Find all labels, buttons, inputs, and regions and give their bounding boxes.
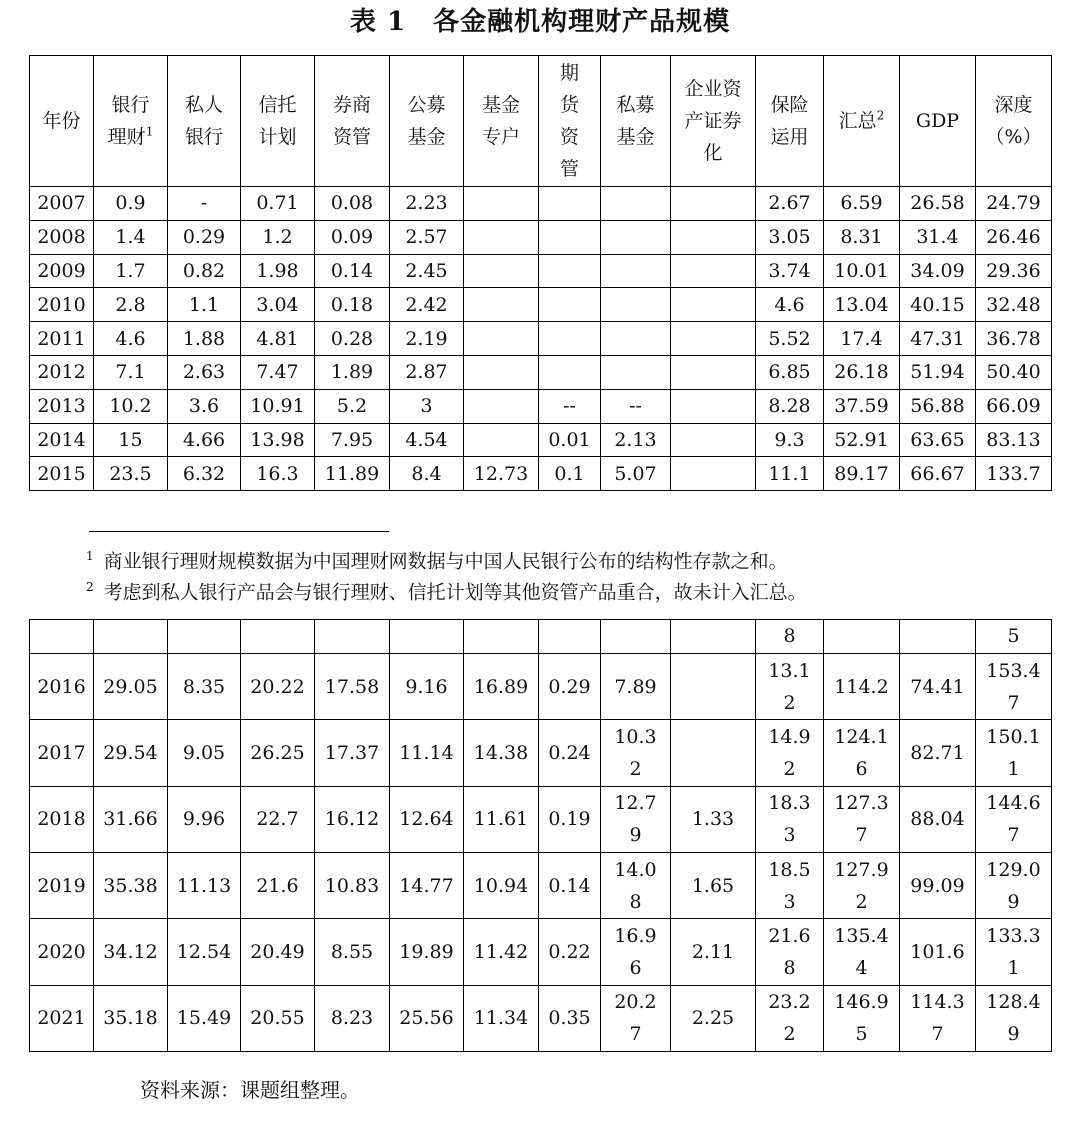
- table-cell: 99.09: [900, 853, 976, 919]
- table-cell: 11.89: [315, 457, 390, 491]
- table-cell: 26.18: [824, 355, 900, 389]
- table-cell: [464, 620, 539, 654]
- table-cell: 12.7 9: [601, 786, 671, 852]
- table-cell: [464, 220, 539, 254]
- table-cell: 15.49: [168, 985, 241, 1051]
- table-cell: 0.08: [315, 187, 390, 221]
- table-row: [30, 919, 1052, 985]
- table-cell: 66.09: [976, 389, 1052, 423]
- table-cell: 4.66: [168, 423, 241, 457]
- table-cell: 1.1: [168, 288, 241, 322]
- table-cell: [671, 322, 756, 356]
- table-cell: 4.6: [94, 322, 168, 356]
- footnote-text: 考虑到私人银行产品会与银行理财、信托计划等其他资管产品重合，故未计入汇总。: [103, 581, 807, 604]
- table-cell: 11.1: [756, 457, 824, 491]
- footnote-ref: 2: [876, 108, 885, 123]
- table-header-row: [30, 56, 1052, 187]
- table-cell: 14.77: [390, 853, 464, 919]
- table-cell: 124.1 6: [824, 720, 900, 786]
- table-cell: 20.55: [241, 985, 315, 1051]
- table-cell: 101.6: [900, 919, 976, 985]
- column-header-label: 券商 资管: [332, 94, 371, 148]
- table-cell: [539, 220, 601, 254]
- column-header: [30, 56, 94, 187]
- table-cell: 23.5: [94, 457, 168, 491]
- table-cell: 14.9 2: [756, 720, 824, 786]
- table-row: [30, 288, 1052, 322]
- table-cell: 2.42: [390, 288, 464, 322]
- column-header: [539, 56, 601, 187]
- table-cell: 4.81: [241, 322, 315, 356]
- column-header: [824, 56, 900, 187]
- table-cell: 32.48: [976, 288, 1052, 322]
- table-cell: 21.6 8: [756, 919, 824, 985]
- column-header-label: 私人 银行: [184, 94, 223, 148]
- table-cell: 10.3 2: [601, 720, 671, 786]
- table-cell: [464, 288, 539, 322]
- year-cell: 2013: [30, 389, 94, 423]
- table-cell: 13.04: [824, 288, 900, 322]
- table-cell: 2.11: [671, 919, 756, 985]
- table-cell: [539, 620, 601, 654]
- table-cell: 0.24: [539, 720, 601, 786]
- table-cell: 8.4: [390, 457, 464, 491]
- year-cell: 2011: [30, 322, 94, 356]
- table-cell: 74.41: [900, 654, 976, 720]
- table-cell: 2.63: [168, 355, 241, 389]
- table-cell: 1.33: [671, 786, 756, 852]
- table-cell: [30, 620, 94, 654]
- table-cell: 2.45: [390, 254, 464, 288]
- column-header-label: 私募 基金: [616, 94, 655, 148]
- table-cell: [539, 254, 601, 288]
- year-cell: 2009: [30, 254, 94, 288]
- table-cell: 5.2: [315, 389, 390, 423]
- table-cell: 135.4 4: [824, 919, 900, 985]
- table-cell: 0.09: [315, 220, 390, 254]
- table-cell: --: [601, 389, 671, 423]
- table-cell: 23.2 2: [756, 985, 824, 1051]
- table-cell: 10.94: [464, 853, 539, 919]
- table-cell: 7.1: [94, 355, 168, 389]
- table-cell: 20.49: [241, 919, 315, 985]
- table-cell: 0.35: [539, 985, 601, 1051]
- table-cell: 20.22: [241, 654, 315, 720]
- table-cell: 37.59: [824, 389, 900, 423]
- year-cell: 2017: [30, 720, 94, 786]
- table-cell: 10.83: [315, 853, 390, 919]
- table-cell: 7.47: [241, 355, 315, 389]
- table-cell: 127.3 7: [824, 786, 900, 852]
- table-cell: 114.2: [824, 654, 900, 720]
- table-cell: 9.05: [168, 720, 241, 786]
- table-cell: 35.38: [94, 853, 168, 919]
- table-cell: 29.36: [976, 254, 1052, 288]
- table-cell: 3: [390, 389, 464, 423]
- table-cell: [671, 187, 756, 221]
- column-header: [94, 56, 168, 187]
- table-cell: [601, 254, 671, 288]
- table-cell: 16.9 6: [601, 919, 671, 985]
- table-cell: 144.6 7: [976, 786, 1052, 852]
- table-row-continued: [30, 620, 1052, 654]
- table-cell: 24.79: [976, 187, 1052, 221]
- table-cell: 127.9 2: [824, 853, 900, 919]
- table-cell: 0.19: [539, 786, 601, 852]
- table-cell: 10.91: [241, 389, 315, 423]
- table-cell: 16.3: [241, 457, 315, 491]
- table-cell: 26.46: [976, 220, 1052, 254]
- table-cell: 129.0 9: [976, 853, 1052, 919]
- table-cell: 10.2: [94, 389, 168, 423]
- table-cell: 2.67: [756, 187, 824, 221]
- table-cell: 9.96: [168, 786, 241, 852]
- column-header: [241, 56, 315, 187]
- table-cell: 47.31: [900, 322, 976, 356]
- table-cell: 2.13: [601, 423, 671, 457]
- table-cell: 0.22: [539, 919, 601, 985]
- table-cell: 18.5 3: [756, 853, 824, 919]
- table-cell: 11.14: [390, 720, 464, 786]
- year-cell: 2020: [30, 919, 94, 985]
- table-cell: 0.71: [241, 187, 315, 221]
- table-cell: 52.91: [824, 423, 900, 457]
- column-header: [464, 56, 539, 187]
- table-cell: [539, 355, 601, 389]
- year-cell: 2019: [30, 853, 94, 919]
- table-row: [30, 355, 1052, 389]
- table-cell: [601, 355, 671, 389]
- table-cell: 2.8: [94, 288, 168, 322]
- table-cell: [94, 620, 168, 654]
- table-cell: 0.82: [168, 254, 241, 288]
- table-cell: [241, 620, 315, 654]
- table-cell: 4.54: [390, 423, 464, 457]
- table-cell: 51.94: [900, 355, 976, 389]
- table-cell: [464, 389, 539, 423]
- table-cell: 150.1 1: [976, 720, 1052, 786]
- year-cell: 2018: [30, 786, 94, 852]
- table-cell: 3.05: [756, 220, 824, 254]
- table-cell: 19.89: [390, 919, 464, 985]
- table-cell: 29.05: [94, 654, 168, 720]
- table-cell: [601, 187, 671, 221]
- column-header-label: 公募 基金: [407, 94, 446, 148]
- table-cell: 83.13: [976, 423, 1052, 457]
- table-cell: 20.2 7: [601, 985, 671, 1051]
- table-cell: 35.18: [94, 985, 168, 1051]
- table-cell: 17.58: [315, 654, 390, 720]
- table-cell: 11.13: [168, 853, 241, 919]
- table-cell: [315, 620, 390, 654]
- table-cell: 14.38: [464, 720, 539, 786]
- table-cell: 0.29: [168, 220, 241, 254]
- table-cell: 12.54: [168, 919, 241, 985]
- data-table-bottom: [29, 619, 1052, 1052]
- data-table-top: [29, 55, 1052, 491]
- year-cell: 2010: [30, 288, 94, 322]
- table-cell: [601, 620, 671, 654]
- table-cell: -: [168, 187, 241, 221]
- table-cell: 11.42: [464, 919, 539, 985]
- table-cell: 0.14: [539, 853, 601, 919]
- year-cell: 2008: [30, 220, 94, 254]
- table-cell: [464, 423, 539, 457]
- footnote-mark: 1: [86, 549, 94, 563]
- table-cell: 2.23: [390, 187, 464, 221]
- table-cell: 7.89: [601, 654, 671, 720]
- table-cell: 133.3 1: [976, 919, 1052, 985]
- table-cell: 26.25: [241, 720, 315, 786]
- table-cell: 0.28: [315, 322, 390, 356]
- column-header: [390, 56, 464, 187]
- table-cell: [671, 254, 756, 288]
- footnote-text: 商业银行理财规模数据为中国理财网数据与中国人民银行公布的结构性存款之和。: [103, 550, 788, 573]
- table-cell: 21.6: [241, 853, 315, 919]
- table-cell: [539, 288, 601, 322]
- table-cell: 9.3: [756, 423, 824, 457]
- table-cell: [390, 620, 464, 654]
- table-cell: 11.61: [464, 786, 539, 852]
- table-cell: [671, 720, 756, 786]
- table-cell: 31.4: [900, 220, 976, 254]
- table-cell: [168, 620, 241, 654]
- column-header: [168, 56, 241, 187]
- table-cell: 63.65: [900, 423, 976, 457]
- table-cell: [671, 220, 756, 254]
- table-cell: 36.78: [976, 322, 1052, 356]
- table-cell: [671, 389, 756, 423]
- table-cell: 18.3 3: [756, 786, 824, 852]
- column-header: [315, 56, 390, 187]
- table-row: [30, 187, 1052, 221]
- table-cell: 14.0 8: [601, 853, 671, 919]
- table-cell: 153.4 7: [976, 654, 1052, 720]
- table-cell: [601, 288, 671, 322]
- table-cell: 15: [94, 423, 168, 457]
- table-row: [30, 322, 1052, 356]
- table-cell: 5.52: [756, 322, 824, 356]
- table-cell: [464, 322, 539, 356]
- column-header: [900, 56, 976, 187]
- footnote-ref: 1: [145, 124, 154, 139]
- column-header: [976, 56, 1052, 187]
- column-header: [671, 56, 756, 187]
- year-cell: 2015: [30, 457, 94, 491]
- table-row: [30, 853, 1052, 919]
- table-cell: 4.6: [756, 288, 824, 322]
- table-cell: [824, 620, 900, 654]
- table-cell: 2.25: [671, 985, 756, 1051]
- table-cell: [464, 355, 539, 389]
- table-cell: 1.7: [94, 254, 168, 288]
- table-cell: 6.32: [168, 457, 241, 491]
- footnote-divider: [89, 531, 389, 532]
- column-header-label: GDP: [915, 110, 960, 132]
- table-cell: 5: [976, 620, 1052, 654]
- column-header-label: 期 货 资 管: [559, 62, 579, 180]
- table-cell: 2.87: [390, 355, 464, 389]
- table-cell: 3.6: [168, 389, 241, 423]
- table-row: [30, 254, 1052, 288]
- column-header-label: 信托 计划: [258, 94, 297, 148]
- table-cell: 146.9 5: [824, 985, 900, 1051]
- column-header-label: 基金 专户: [481, 94, 520, 148]
- table-cell: 16.12: [315, 786, 390, 852]
- table-cell: 0.29: [539, 654, 601, 720]
- table-cell: 82.71: [900, 720, 976, 786]
- table-cell: 66.67: [900, 457, 976, 491]
- year-cell: 2021: [30, 985, 94, 1051]
- table-row: [30, 389, 1052, 423]
- table-cell: [464, 187, 539, 221]
- table-cell: 1.2: [241, 220, 315, 254]
- table-cell: 50.40: [976, 355, 1052, 389]
- year-cell: 2014: [30, 423, 94, 457]
- table-cell: 9.16: [390, 654, 464, 720]
- table-cell: 8.31: [824, 220, 900, 254]
- table-row: [30, 786, 1052, 852]
- column-header-label: 企业资 产证券 化: [684, 78, 742, 164]
- table-cell: 133.7: [976, 457, 1052, 491]
- table-cell: 40.15: [900, 288, 976, 322]
- table-cell: 6.85: [756, 355, 824, 389]
- table-cell: 5.07: [601, 457, 671, 491]
- table-cell: 0.9: [94, 187, 168, 221]
- table-cell: [539, 322, 601, 356]
- table-cell: 128.4 9: [976, 985, 1052, 1051]
- table-cell: 16.89: [464, 654, 539, 720]
- column-header: [601, 56, 671, 187]
- source-note: 资料来源：课题组整理。: [140, 1078, 360, 1102]
- table-cell: 11.34: [464, 985, 539, 1051]
- table-row: [30, 985, 1052, 1051]
- table-cell: 13.1 2: [756, 654, 824, 720]
- table-cell: 3.74: [756, 254, 824, 288]
- table-cell: 17.37: [315, 720, 390, 786]
- table-cell: [671, 620, 756, 654]
- table-cell: 0.18: [315, 288, 390, 322]
- table-cell: 6.59: [824, 187, 900, 221]
- table-cell: 34.09: [900, 254, 976, 288]
- footnote-mark: 2: [86, 580, 94, 594]
- table-cell: 17.4: [824, 322, 900, 356]
- table-cell: 56.88: [900, 389, 976, 423]
- table-cell: [900, 620, 976, 654]
- table-cell: 1.98: [241, 254, 315, 288]
- table-row: [30, 654, 1052, 720]
- table-cell: 31.66: [94, 786, 168, 852]
- table-cell: 8: [756, 620, 824, 654]
- table-cell: 34.12: [94, 919, 168, 985]
- footnote-1: [86, 543, 1076, 574]
- table-cell: 1.88: [168, 322, 241, 356]
- table-row: [30, 220, 1052, 254]
- column-header-label: 银行 理财: [107, 94, 150, 148]
- table-cell: 2.57: [390, 220, 464, 254]
- year-cell: 2016: [30, 654, 94, 720]
- year-cell: 2007: [30, 187, 94, 221]
- table-cell: 12.64: [390, 786, 464, 852]
- table-cell: 88.04: [900, 786, 976, 852]
- table-cell: 1.65: [671, 853, 756, 919]
- table-cell: 22.7: [241, 786, 315, 852]
- table-cell: [671, 654, 756, 720]
- table-cell: 0.1: [539, 457, 601, 491]
- table-cell: 0.01: [539, 423, 601, 457]
- table-row: [30, 423, 1052, 457]
- table-row: [30, 720, 1052, 786]
- table-title: 表 1 各金融机构理财产品规模: [349, 7, 731, 37]
- table-row: [30, 457, 1052, 491]
- table-cell: 12.73: [464, 457, 539, 491]
- table-cell: [671, 423, 756, 457]
- table-cell: 10.01: [824, 254, 900, 288]
- table-cell: 26.58: [900, 187, 976, 221]
- table-cell: [539, 187, 601, 221]
- table-cell: --: [539, 389, 601, 423]
- table-cell: 8.55: [315, 919, 390, 985]
- table-cell: 25.56: [390, 985, 464, 1051]
- table-cell: 1.4: [94, 220, 168, 254]
- table-cell: 29.54: [94, 720, 168, 786]
- table-cell: [464, 254, 539, 288]
- table-cell: 3.04: [241, 288, 315, 322]
- table-cell: 8.35: [168, 654, 241, 720]
- table-cell: 1.89: [315, 355, 390, 389]
- table-cell: [601, 322, 671, 356]
- table-cell: 0.14: [315, 254, 390, 288]
- column-header-label: 保险 运用: [770, 94, 809, 148]
- table-cell: 2.19: [390, 322, 464, 356]
- footnote-2: [86, 574, 1076, 605]
- table-cell: [671, 355, 756, 389]
- table-cell: 13.98: [241, 423, 315, 457]
- column-header-label: 汇总: [838, 110, 877, 132]
- table-cell: 8.28: [756, 389, 824, 423]
- table-cell: [671, 288, 756, 322]
- year-cell: 2012: [30, 355, 94, 389]
- table-cell: 8.23: [315, 985, 390, 1051]
- table-cell: 7.95: [315, 423, 390, 457]
- table-cell: 89.17: [824, 457, 900, 491]
- column-header-label: 深度 （%）: [985, 94, 1042, 148]
- table-cell: [601, 220, 671, 254]
- column-header-label: 年份: [42, 110, 81, 132]
- table-cell: [671, 457, 756, 491]
- column-header: [756, 56, 824, 187]
- table-cell: 114.3 7: [900, 985, 976, 1051]
